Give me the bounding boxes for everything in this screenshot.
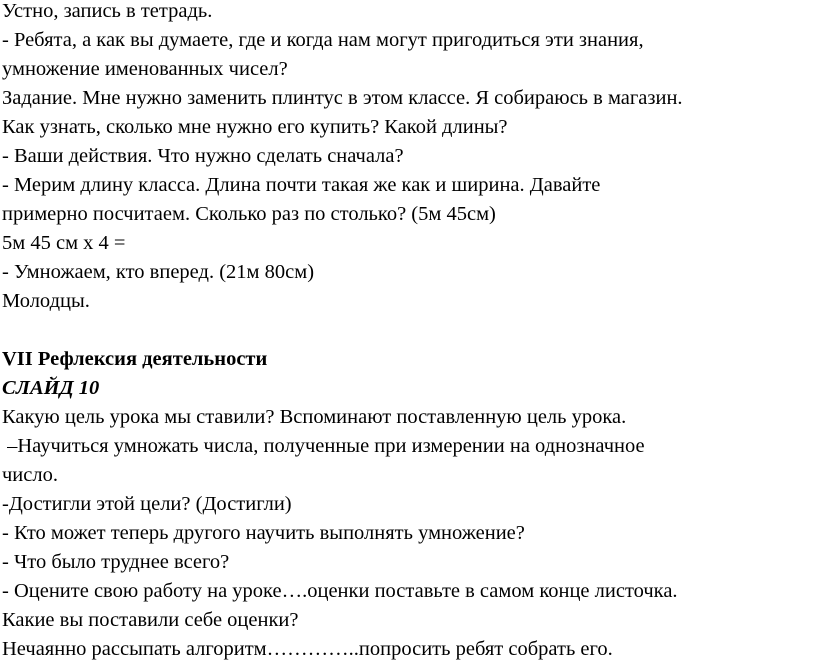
section-heading: VII Рефлексия деятельности bbox=[2, 348, 268, 370]
text-line: -Достигли этой цели? (Достигли) bbox=[2, 493, 292, 515]
text-line: - Что было труднее всего? bbox=[2, 551, 230, 573]
text-line: - Мерим длину класса. Длина почти такая же как и ширина. Давайте bbox=[2, 174, 601, 196]
slide-label: СЛАЙД 10 bbox=[2, 377, 100, 399]
text-line: - Ребята, а как вы думаете, где и когда нам могут пригодиться эти знания, bbox=[2, 29, 644, 51]
text-line: - Умножаем, кто вперед. (21м 80см) bbox=[2, 261, 315, 283]
text-line: Задание. Мне нужно заменить плинтус в этом классе. Я собираюсь в магазин. bbox=[2, 87, 683, 109]
text-line: - Оцените свою работу на уроке….оценки поставьте в самом конце листочка. bbox=[2, 580, 678, 602]
text-line: - Кто может теперь другого научить выполнять умножение? bbox=[2, 522, 525, 544]
text-line: примерно посчитаем. Сколько раз по столько? (5м 45см) bbox=[2, 203, 496, 225]
text-line: Как узнать, сколько мне нужно его купить? Какой длины? bbox=[2, 116, 508, 138]
text-line: Нечаянно рассыпать алгоритм…………..попросить ребят собрать его. bbox=[2, 638, 613, 660]
text-line: Молодцы. bbox=[2, 290, 90, 312]
text-line: –Научиться умножать числа, полученные при измерении на однозначное bbox=[2, 435, 645, 457]
text-line: Какую цель урока мы ставили? Вспоминают поставленную цель урока. bbox=[2, 406, 627, 428]
text-line: Какие вы поставили себе оценки? bbox=[2, 609, 299, 631]
text-line: - Ваши действия. Что нужно сделать сначала? bbox=[2, 145, 404, 167]
document-page bbox=[2, 0, 814, 664]
paragraph-spacer bbox=[2, 316, 814, 345]
text-line: Устно, запись в тетрадь. bbox=[2, 0, 213, 22]
text-line: число. bbox=[2, 464, 58, 486]
text-line: умножение именованных чисел? bbox=[2, 58, 288, 80]
text-line: 5м 45 см х 4 = bbox=[2, 232, 126, 254]
